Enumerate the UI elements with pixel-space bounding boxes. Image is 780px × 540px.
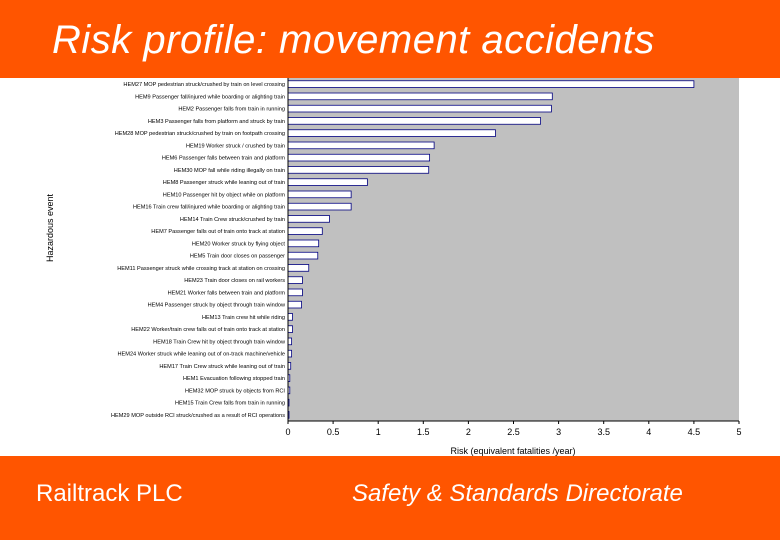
x-tick-label: 1 (375, 427, 381, 437)
bar (288, 203, 351, 210)
bar (288, 81, 694, 88)
category-label: HEM22 Worker/train crew falls out of train onto track at station (131, 327, 285, 334)
bar (288, 240, 319, 247)
footer-directorate: Safety & Standards Directorate (352, 480, 683, 507)
category-label: HEM7 Passenger falls out of train onto track at station (151, 229, 285, 236)
bar (288, 326, 293, 333)
category-label: HEM10 Passenger hit by object while on platform (162, 192, 285, 199)
x-axis-ticks (285, 421, 741, 437)
x-tick-label: 4 (646, 427, 652, 437)
bar (288, 142, 434, 149)
x-tick-label: 0 (285, 427, 291, 437)
category-label: HEM2 Passenger falls from train in running (178, 106, 285, 113)
category-label: HEM4 Passenger struck by object through train window (147, 302, 285, 309)
bar (288, 118, 541, 125)
chart-panel (0, 78, 780, 456)
bar (288, 130, 495, 137)
category-label: HEM24 Worker struck while leaning out of on-track machine/vehicle (117, 351, 285, 358)
category-labels (111, 82, 286, 419)
category-label: HEM30 MOP fall while riding illegally on train (173, 167, 285, 174)
category-label: HEM28 MOP pedestrian struck/crushed by train on footpath crossing (114, 131, 285, 138)
category-label: HEM32 MOP struck by objects from RCI (185, 388, 285, 395)
x-tick-label: 5 (736, 427, 742, 437)
x-tick-label: 0.5 (326, 427, 340, 437)
category-label: HEM13 Train crew hit while riding (201, 314, 285, 321)
category-label: HEM20 Worker struck by flying object (191, 241, 285, 248)
category-label: HEM8 Passenger struck while leaning out of train (162, 180, 285, 187)
category-label: HEM3 Passenger falls from platform and struck by train (147, 118, 285, 125)
x-tick-label: 4.5 (687, 427, 701, 437)
category-label: HEM6 Passenger falls between train and platform (161, 155, 285, 162)
bar (288, 265, 309, 272)
bar (288, 191, 351, 198)
bar (288, 105, 551, 112)
bar (288, 179, 367, 186)
category-label: HEM23 Train door closes on rail workers (184, 278, 285, 285)
bar (288, 301, 302, 308)
x-tick-label: 2 (465, 427, 471, 437)
category-label: HEM29 MOP outside RCI struck/crushed as a result of RCI operations (111, 412, 285, 419)
x-tick-label: 1.5 (417, 427, 430, 437)
category-label: HEM11 Passenger struck while crossing track at station on crossing (117, 265, 285, 272)
category-label: HEM19 Worker struck / crushed by train (185, 143, 285, 150)
bar (288, 289, 302, 296)
category-label: HEM5 Train door closes on passenger (189, 253, 285, 260)
category-label: HEM14 Train Crew struck/crushed by train (179, 216, 285, 223)
category-label: HEM18 Train Crew hit by object through train window (153, 339, 285, 346)
x-axis-label: Risk (equivalent fatalities /year) (450, 446, 576, 456)
category-label: HEM1 Evacuation following stopped train (183, 376, 285, 383)
bar (288, 338, 292, 345)
bar (288, 350, 292, 357)
slide-title: Risk profile: movement accidents (52, 18, 655, 62)
footer-company: Railtrack PLC (36, 480, 183, 507)
y-axis-label: Hazardous event (45, 193, 55, 263)
x-tick-label: 3 (556, 427, 562, 437)
bar (288, 167, 429, 174)
bar (288, 228, 322, 235)
x-tick-label: 2.5 (507, 427, 520, 437)
category-label: HEM27 MOP pedestrian struck/crushed by train on level crossing (123, 82, 285, 89)
risk-bar-chart (0, 78, 780, 456)
category-label: HEM17 Train Crew struck while leaning out of train (159, 363, 285, 370)
bar (288, 314, 293, 321)
bar (288, 93, 552, 100)
category-label: HEM9 Passenger fall/injured while boarding or alighting train (135, 94, 285, 101)
x-tick-label: 3.5 (597, 427, 610, 437)
category-label: HEM21 Worker falls between train and platform (167, 290, 285, 297)
bar (288, 154, 430, 161)
category-label: HEM16 Train crew fall/injured while boarding or alighting train (132, 204, 285, 211)
category-label: HEM15 Train Crew falls from train in running (174, 400, 285, 407)
bar (288, 277, 302, 284)
bar (288, 216, 329, 223)
bar (288, 252, 318, 259)
